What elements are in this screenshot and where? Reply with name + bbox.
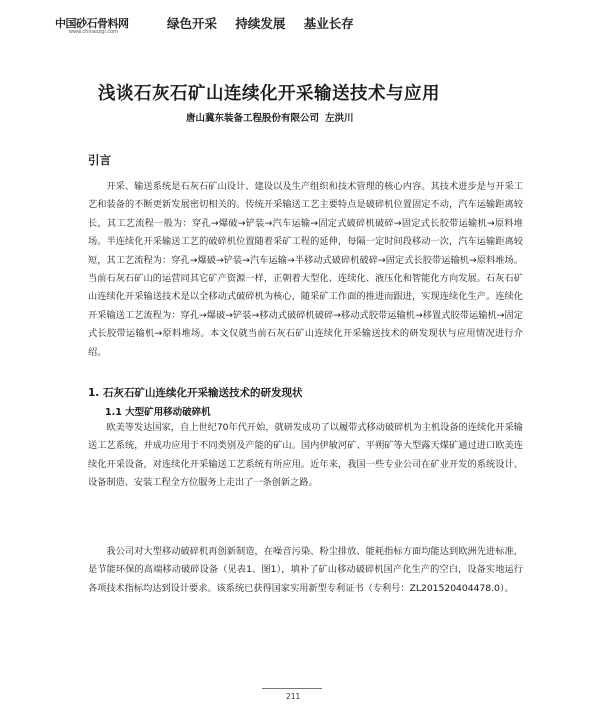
footer-rule xyxy=(262,688,322,689)
section-1-1-heading: 1.1 大型矿用移动破碎机 xyxy=(105,407,211,418)
section-1-1-paragraph-1: 欧美等发达国家，自上世纪70年代开始，就研发成功了以履带式移动破碎机为主机设备的连续化开采输送工艺系统，并成功应用于不同类别及产能的矿山。国内伊敏河矿、平朔矿等大型露天煤矿通过进口欧美连续化开采设备，对连续化开采输送工艺系统有所应用。近年来，我国一些专业公司在矿业开发的系统设计、设备制造、安装工程全方位服务上走出了一条创新之路。 xyxy=(88,422,523,489)
site-logo: 中国砂石骨料网 xyxy=(55,17,129,30)
author-name: 左洪川 xyxy=(325,113,354,124)
affiliation: 唐山冀东装备工程股份有限公司 xyxy=(186,113,320,124)
slogan-3: 基业长存 xyxy=(303,16,354,31)
site-url: www.chinaszgl.com xyxy=(69,29,118,35)
intro-heading: 引言 xyxy=(88,153,111,167)
page-header xyxy=(55,12,575,40)
section-1-1-paragraph-2: 我公司对大型移动破碎机再创新制造，在噪音污染、粉尘排放、能耗指标方面均能达到欧洲先进标准，是节能环保的高端移动破碎设备（见表1、图1），填补了矿山移动破碎机国产化生产的空白，设备实地运行各项技术指标均达到设计要求。该系统已获得国家实用新型专利证书（专利号：ZL201520404478.0）。 xyxy=(88,546,523,594)
article-title: 浅谈石灰石矿山连续化开采输送技术与应用 xyxy=(98,84,440,104)
slogan-bar xyxy=(167,14,368,32)
slogan-1: 绿色开采 xyxy=(167,16,218,31)
slogan-2: 持续发展 xyxy=(235,16,286,31)
intro-paragraph: 开采、输送系统是石灰石矿山设计、建设以及生产组织和技术管理的核心内容。其技术进步是与开采工艺和装备的不断更新发展密切相关的。传统开采输送工艺主要特点是破碎机位置固定不动，汽车运输距离较长，其工艺流程一般为：穿孔→爆破→铲装→汽车运输→固定式破碎机破碎→固定式长胶带运输机→原料堆场。半连续化开采输送工艺的破碎机位置随着采矿工程的延伸，每隔一定时间段移动一次，汽车运输距离较短，其工艺流程为：穿孔→爆破→铲装→汽车运输→半移动式破碎机破碎→固定式长胶带运输机→原料堆场。当前石灰石矿山的运营同其它矿产资源一样，正朝着大型化、连续化、液压化和智能化方向发展。石灰石矿山连续化开采输送技术是以全移动式破碎机为核心，随采矿工作面的推进而跟进，实现连续化生产。连续化开采输送工艺流程为：穿孔→爆破→铲装→移动式破碎机破碎→移动式胶带运输机→移置式胶带运输机→固定式长胶带运输机→原料堆场。本文仅就当前石灰石矿山连续化开采输送技术的研发现状与应用情况进行介绍。 xyxy=(88,181,523,358)
author-line xyxy=(186,110,354,124)
section-1-heading: 1. 石灰石矿山连续化开采输送技术的研发现状 xyxy=(88,387,303,399)
page-number: 211 xyxy=(286,692,301,701)
